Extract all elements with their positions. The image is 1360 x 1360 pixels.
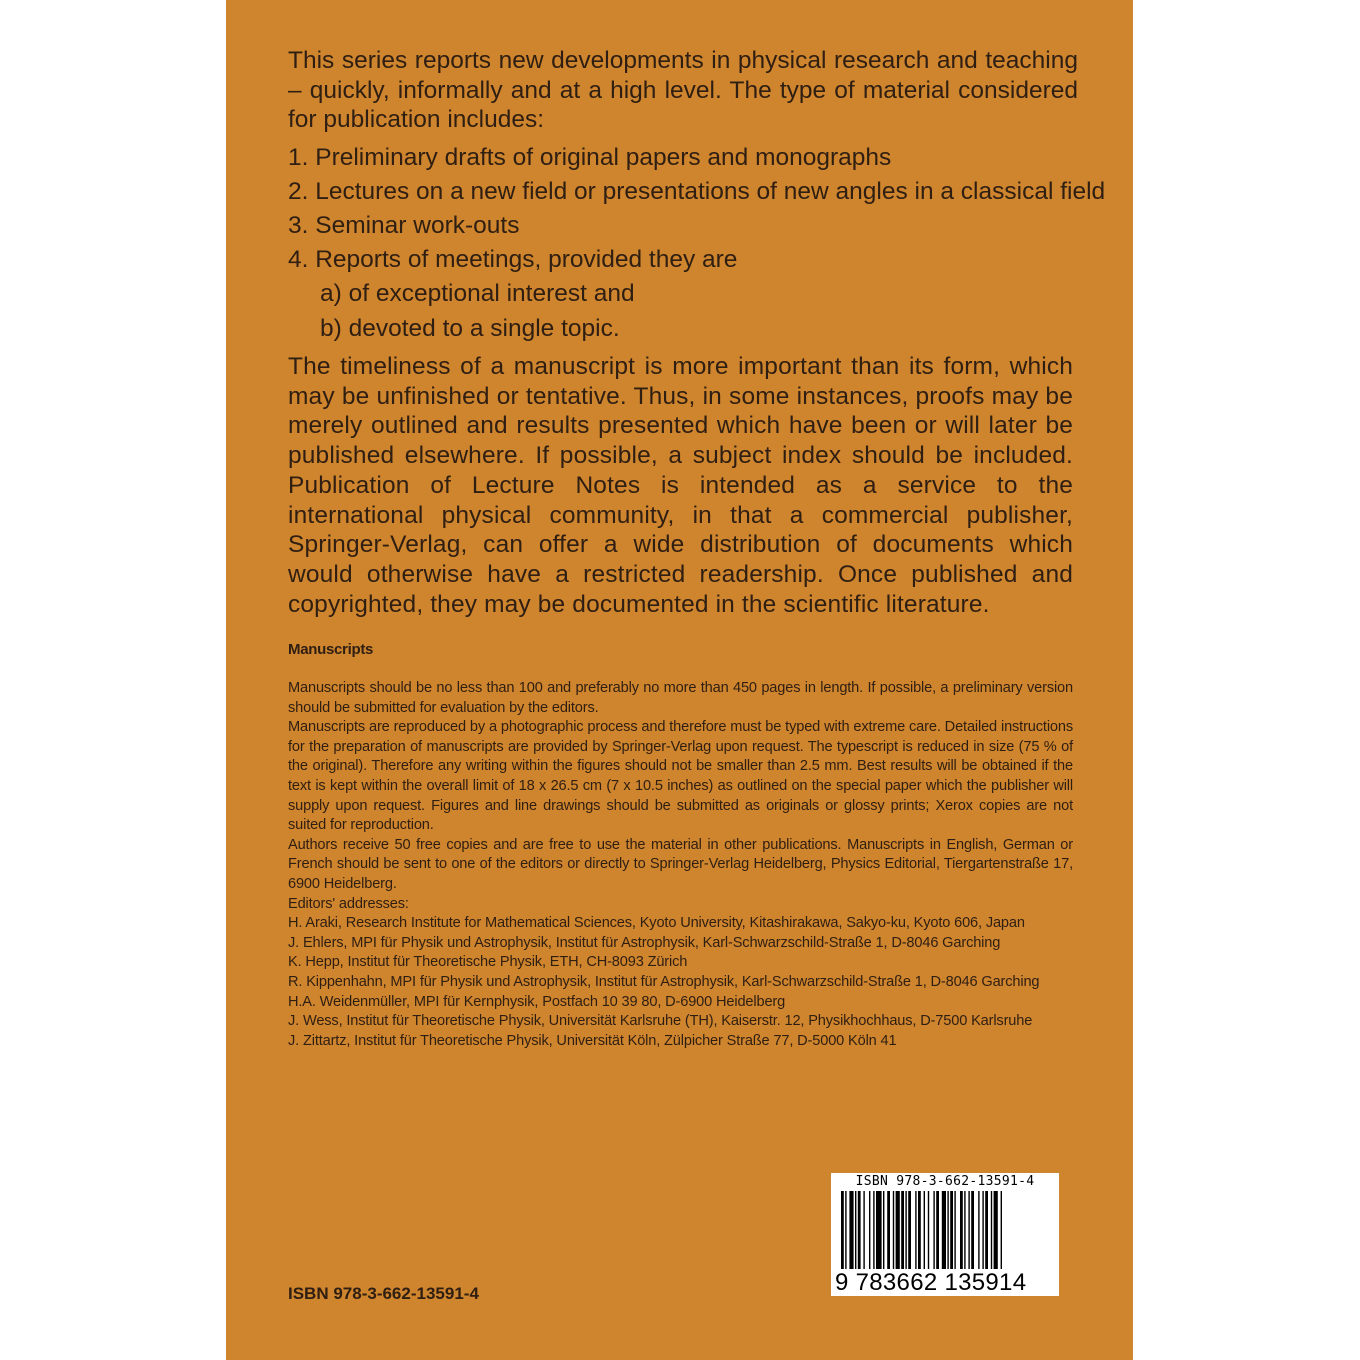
barcode-bar: [873, 1191, 874, 1269]
barcode-bar: [950, 1191, 953, 1269]
barcode-bar: [994, 1191, 998, 1269]
barcode-bar: [887, 1191, 890, 1269]
timeliness-paragraph: The timeliness of a manuscript is more important than its form, which may be unfinished or tentative. Thus, in some instances, proofs may be merely outlined and results presented which have been or will later be published elsewhere. If possible, a subject index should be included. Publication of Lecture Notes is intended as a service to the international physical community, in that a commercial publisher, Springer-Verlag, can offer a wide distribution of documents which would otherwise have a restricted readership. Once published and copyrighted, they may be documented in the scientific literature.: [288, 353, 1073, 618]
back-cover: [226, 0, 1133, 1360]
barcode-bar: [1001, 1191, 1002, 1269]
list-item: 4. Reports of meetings, provided they are: [288, 245, 738, 273]
barcode-bar: [893, 1191, 894, 1269]
barcode-bar: [905, 1191, 906, 1269]
barcode-bar: [901, 1191, 904, 1269]
list-subitem: b) devoted to a single topic.: [320, 314, 620, 342]
intro-paragraph: This series reports new developments in physical research and teaching – quickly, informally and at a high level. The type of material considered for publication includes:: [288, 47, 1078, 133]
barcode-isbn-label: ISBN 978-3-662-13591-4: [855, 1174, 1035, 1189]
barcode-bar: [869, 1191, 870, 1269]
editor-address: H.A. Weidenmüller, MPI für Kernphysik, Postfach 10 39 80, D-6900 Heidelberg: [288, 993, 786, 1010]
barcode-bar: [947, 1191, 948, 1269]
barcode-bars: [839, 1191, 1051, 1269]
barcode-bar: [982, 1191, 983, 1269]
barcode-bar: [991, 1191, 992, 1269]
editor-address: K. Hepp, Institut für Theoretische Physik, ETH, CH-8093 Zürich: [288, 954, 688, 971]
manuscripts-paragraph: Manuscripts are reproduced by a photographic process and therefore must be typed with extreme care. Detailed instructions for the preparation of manuscripts are provided by Springer-Verlag upon request. The typescript is reduced in size (75 % of the original). Therefore any writing within the figures should not be smaller than 2.5 mm. Best results will be obtained if the text is kept within the overall limit of 18 x 26.5 cm (7 x 10.5 inches) as outlined on the special paper which the publisher will supply upon request. Figures and line drawings should be submitted as originals or glossy prints; Xerox copies are not suited for reproduction.: [288, 719, 1073, 834]
barcode-bar: [845, 1191, 846, 1269]
barcode-bar: [933, 1191, 934, 1269]
barcode-bar: [960, 1191, 963, 1269]
barcode-bar: [841, 1191, 844, 1269]
barcode-bar: [928, 1191, 929, 1269]
barcode-bar: [978, 1191, 979, 1269]
barcode-bar: [964, 1191, 965, 1269]
manuscripts-paragraph: Manuscripts should be no less than 100 and preferably no more than 450 pages in length. If possible, a preliminary version should be submitted for evaluation by the editors.: [288, 680, 1073, 716]
barcode-digits: 9 783662 135914: [835, 1269, 1027, 1296]
barcode-bar: [924, 1191, 925, 1269]
barcode-bar: [942, 1191, 946, 1269]
list-item: 3. Seminar work-outs: [288, 211, 520, 239]
manuscripts-section: [288, 679, 1073, 1051]
editor-address: H. Araki, Research Institute for Mathematical Sciences, Kyoto University, Kitashirakawa, Sakyo-ku, Kyoto 606, Japan: [288, 915, 1025, 932]
barcode-bar: [858, 1191, 861, 1269]
editor-address: J. Wess, Institut für Theoretische Physik, Universität Karlsruhe (TH), Kaiserstr. 12, Physikhochhaus, D-7500 Karlsruhe: [288, 1013, 1033, 1030]
editors-label: Editors' addresses:: [288, 895, 409, 912]
editor-address: R. Kippenhahn, MPI für Physik und Astrophysik, Institut für Astrophysik, Karl-Schwarzschild-Straße 1, D-8046 Garching: [288, 973, 1040, 990]
barcode-bar: [915, 1191, 916, 1269]
barcode-bar: [855, 1191, 856, 1269]
editor-address: J. Zittartz, Institut für Theoretische Physik, Universität Köln, Zülpicher Straße 77, D-5000 Köln 41: [288, 1032, 897, 1049]
material-list: [288, 143, 1106, 343]
list-subitem: a) of exceptional interest and: [320, 279, 635, 307]
series-intro: [288, 46, 1106, 349]
barcode-bar: [908, 1191, 911, 1269]
barcode-bar: [985, 1191, 988, 1269]
editor-address: J. Ehlers, MPI für Physik und Astrophysik, Institut für Astrophysik, Karl-Schwarzschild-Straße 1, D-8046 Garching: [288, 934, 1001, 951]
barcode-bar: [883, 1191, 884, 1269]
barcode-bar: [849, 1191, 853, 1269]
barcode-bar: [936, 1191, 939, 1269]
isbn-number: ISBN 978-3-662-13591-4: [288, 1284, 479, 1303]
barcode-bar: [918, 1191, 921, 1269]
list-item: 1. Preliminary drafts of original papers and monographs: [288, 143, 892, 171]
barcode-bar: [863, 1191, 864, 1269]
barcode-bar: [876, 1191, 882, 1269]
barcode-bar: [954, 1191, 955, 1269]
manuscripts-paragraph: Authors receive 50 free copies and are free to use the material in other publications. Manuscripts in English, German or French should be sent to one of the editors or directly to Springer-Verlag Heidelberg, Physics Editorial, Tiergartenstraße 17, 6900 Heidelberg.: [288, 836, 1073, 892]
list-item: 2. Lectures on a new field or presentations of new angles in a classical field: [288, 177, 1106, 205]
barcode-bar: [896, 1191, 900, 1269]
barcode-bar: [968, 1191, 969, 1269]
manuscripts-heading: Manuscripts: [288, 641, 374, 658]
barcode-bar: [971, 1191, 974, 1269]
barcode: [831, 1173, 1059, 1296]
